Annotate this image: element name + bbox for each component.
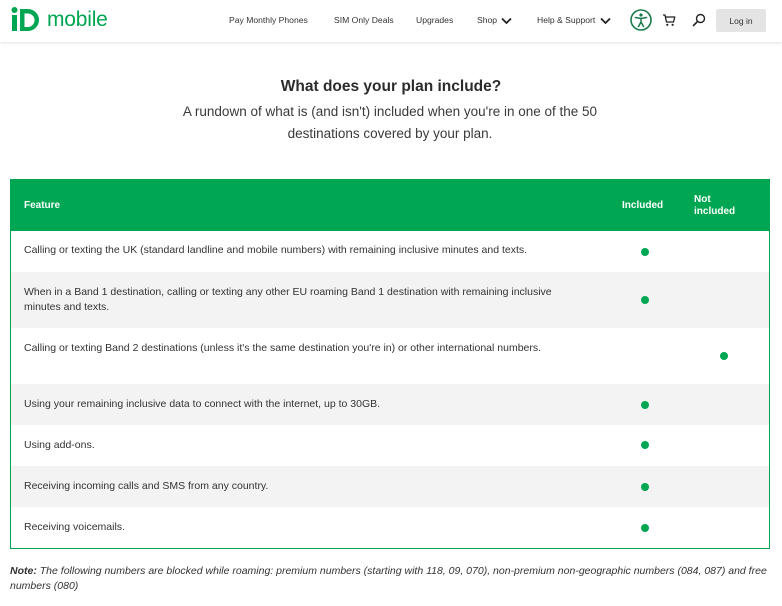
table-row: [11, 384, 769, 425]
included-dot: [641, 401, 649, 409]
nav-pay-monthly-phones[interactable]: Pay Monthly Phones: [229, 15, 308, 25]
search-icon: [692, 13, 706, 27]
cart-icon: [662, 13, 676, 27]
table-row: [11, 272, 769, 328]
table-header: [11, 180, 769, 231]
login-button[interactable]: Log in: [716, 9, 766, 32]
plan-features-table: [10, 179, 770, 549]
included-dot: [641, 483, 649, 491]
feature-cell: Calling or texting Band 2 destinations (unless it's the same destination you're in) or other international numbers.: [24, 342, 542, 354]
logo-text: mobile: [47, 8, 108, 31]
included-dot: [641, 441, 649, 449]
included-dot: [641, 524, 649, 532]
nav-upgrades[interactable]: Upgrades: [416, 15, 454, 25]
feature-cell: Using your remaining inclusive data to connect with the internet, up to 30GB.: [24, 398, 381, 410]
feature-cell: Calling or texting the UK (standard landline and mobile numbers) with remaining inclusive minutes and texts.: [24, 244, 528, 256]
page-subtitle: A rundown of what is (and isn't) included when you're in one of the 50 destinations covered by your plan.: [182, 104, 598, 141]
nav-sim-only-deals[interactable]: SIM Only Deals: [334, 15, 394, 25]
feature-cell: When in a Band 1 destination, calling or texting any other EU roaming Band 1 destination with remaining inclusive minutes and texts.: [24, 286, 552, 313]
roaming-note: [10, 564, 770, 594]
nav-help-support-label: Help & Support: [537, 15, 596, 25]
table-row: [11, 328, 769, 384]
included-dot: [641, 296, 649, 304]
site-header: [0, 0, 782, 42]
table-row: [11, 425, 769, 466]
column-header-not-included: Not included: [694, 194, 736, 217]
page-title: What does your plan include?: [280, 78, 502, 95]
chevron-down-icon: [501, 17, 512, 25]
brand-logo[interactable]: [10, 4, 108, 36]
note-label: Note:: [10, 565, 37, 577]
nav-help-support[interactable]: [537, 15, 611, 25]
accessibility-button[interactable]: [630, 9, 652, 31]
search-button[interactable]: [692, 13, 706, 27]
feature-cell: Receiving voicemails.: [24, 521, 125, 533]
column-header-feature: Feature: [24, 200, 61, 211]
id-logo-mark: [10, 4, 44, 36]
feature-cell: Using add-ons.: [24, 439, 95, 451]
column-header-included: Included: [622, 200, 664, 211]
table-row: [11, 507, 769, 548]
cart-button[interactable]: [662, 13, 676, 27]
chevron-down-icon: [600, 17, 611, 25]
accessibility-icon: [630, 9, 652, 31]
nav-shop-label: Shop: [477, 15, 498, 25]
nav-shop[interactable]: [477, 15, 512, 25]
table-row: [11, 466, 769, 507]
included-dot: [641, 248, 649, 256]
note-text: The following numbers are blocked while roaming: premium numbers (starting with 118, 09, 070), non-premium non-geographic numbers (084, 087) and free numbers (080): [10, 565, 767, 592]
not-included-dot: [720, 352, 728, 360]
feature-cell: Receiving incoming calls and SMS from any country.: [24, 480, 269, 492]
table-row: [11, 231, 769, 272]
